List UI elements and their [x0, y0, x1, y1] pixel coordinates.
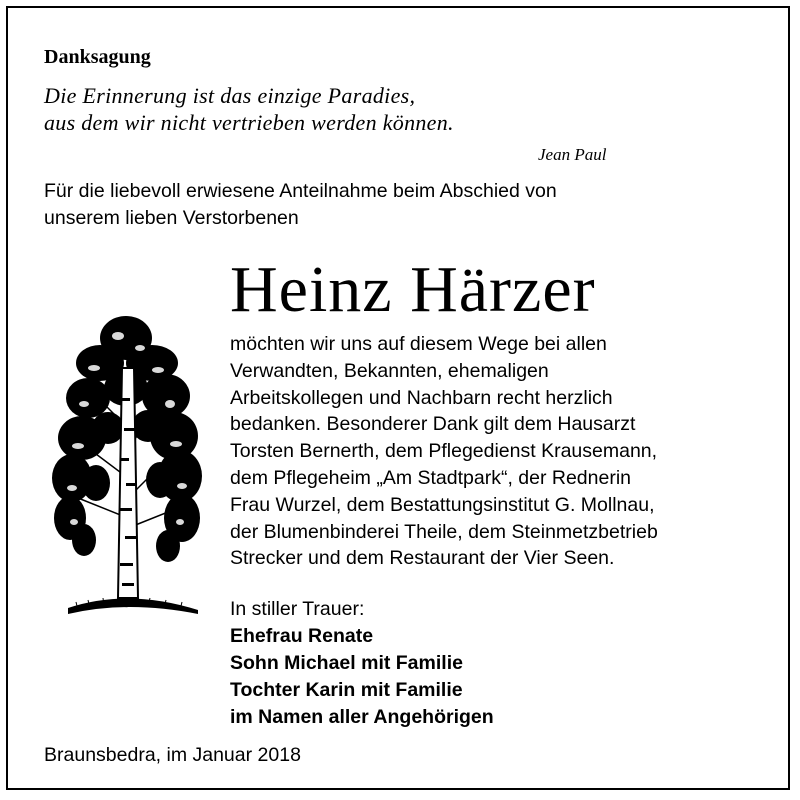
mourner-name: Tochter Karin mit Familie — [230, 679, 463, 701]
quote — [44, 82, 454, 136]
deceased-name: Heinz Härzer — [230, 253, 596, 326]
thanks-line: bedanken. Besonderer Dank gilt dem Hausarzt — [230, 413, 636, 436]
thanks-line: Frau Wurzel, dem Bestattungsinstitut G. Mollnau, — [230, 493, 655, 516]
intro-text — [44, 178, 557, 232]
thanks-line: möchten wir uns auf diesem Wege bei allen — [230, 333, 607, 355]
notice-frame — [6, 6, 790, 790]
notice-heading: Danksagung — [44, 46, 151, 68]
place-date: Braunsbedra, im Januar 2018 — [44, 744, 301, 766]
thanks-line: der Blumenbinderei Theile, dem Steinmetzbetrieb — [230, 520, 658, 543]
intro-line: Für die liebevoll erwiesene Anteilnahme beim Abschied von — [44, 180, 557, 202]
mourner-name: Sohn Michael mit Familie — [230, 652, 463, 674]
thanks-line: Arbeitskollegen und Nachbarn recht herzlich — [230, 386, 613, 409]
thanks-line: Torsten Bernerth, dem Pflegedienst Krausemann, — [230, 440, 658, 463]
thanks-text — [230, 331, 658, 572]
quote-line: aus dem wir nicht vertrieben werden können. — [44, 110, 454, 135]
mourning-label: In stiller Trauer: — [230, 598, 365, 620]
thanks-line: dem Pflegeheim „Am Stadtpark“, der Rednerin — [230, 466, 632, 489]
quote-line: Die Erinnerung ist das einzige Paradies, — [44, 83, 416, 108]
thanks-line: Strecker und dem Restaurant der Vier Seen. — [230, 547, 615, 570]
mourner-name: Ehefrau Renate — [230, 625, 374, 647]
thanks-line: Verwandten, Bekannten, ehemaligen — [230, 359, 549, 382]
mourners-list — [230, 623, 494, 731]
quote-author: Jean Paul — [538, 145, 607, 164]
mourner-name: im Namen aller Angehörigen — [230, 706, 494, 728]
intro-line: unserem lieben Verstorbenen — [44, 207, 299, 229]
birch-tree-icon — [48, 308, 208, 628]
